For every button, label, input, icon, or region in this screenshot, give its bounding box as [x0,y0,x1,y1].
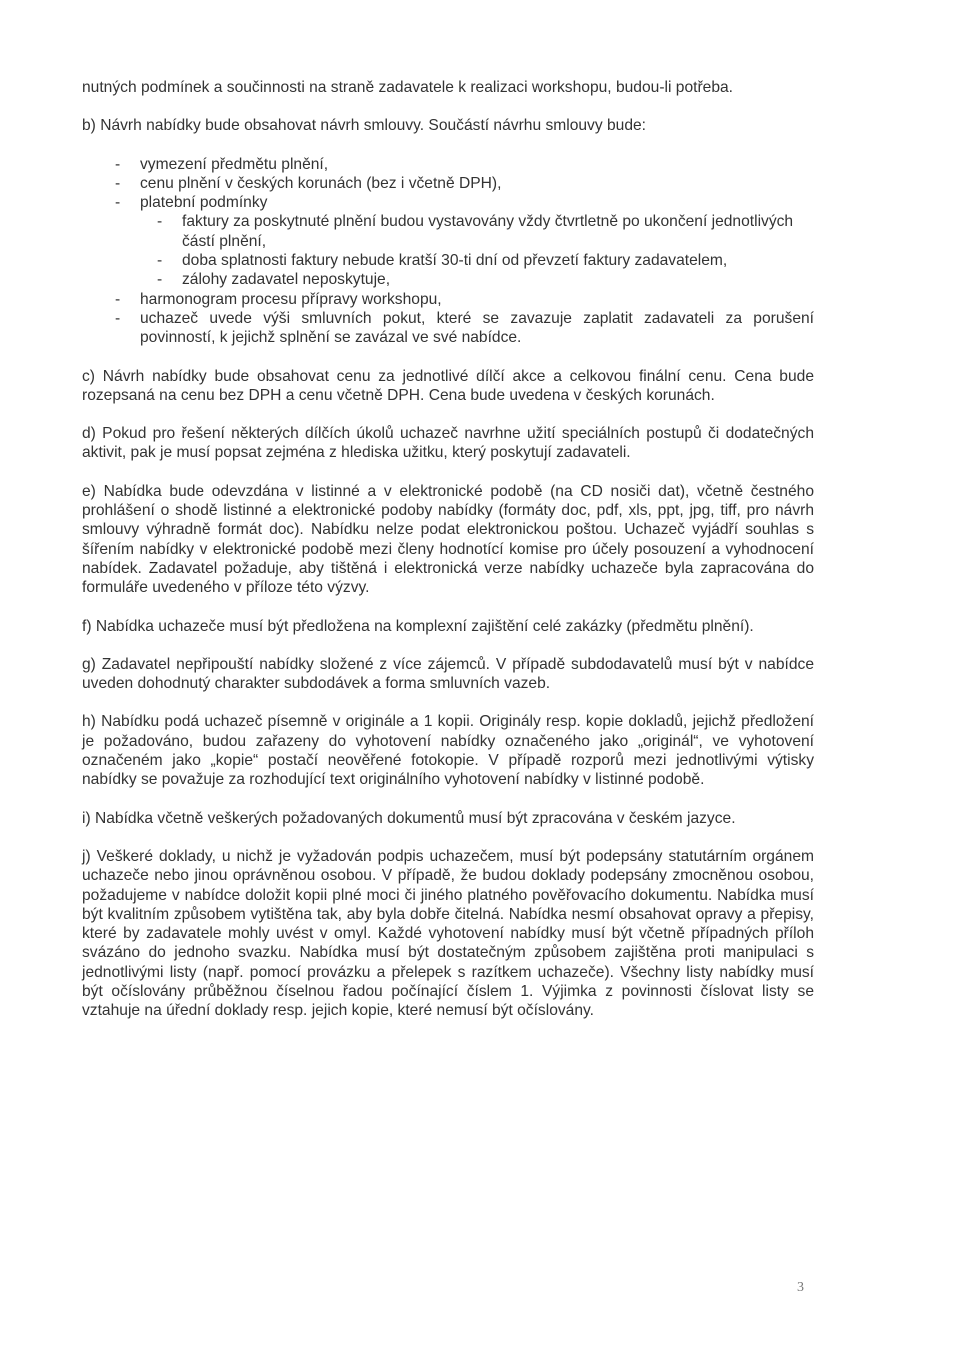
paragraph-j: j) Veškeré doklady, u nichž je vyžadován podpis uchazečem, musí být podepsány statutárním orgánem uchazeče nebo jinou oprávněnou osobou. V případě, že budou doklady podepsány zmocněnou osobou, požadujeme v nabídce doložit kopii plné moci či jiného platného pověřovacího dokumentu. Nabídka musí být kvalitním způsobem vytištěna tak, aby byla dobře čitelná. Nabídka nesmí obsahovat opravy a přepisy, které by zadavatele mohly uvést v omyl. Každé vyhotovení nabídky musí být včetně případných příloh svázáno do jednoho svazku. Nabídka musí být dostatečným způsobem zajištěna proti manipulaci s jednotlivými listy (např. pomocí provázku a přelepek s razítkem uchazeče). Všechny listy nabídky musí být očíslovány průběžnou číselnou řadou počínající číslem 1. Výjimka z povinnosti číslovat listy se vztahuje na úřední doklady resp. jejich kopie, které nemusí být očíslovány. [82,847,814,1020]
paragraph-c: c) Návrh nabídky bude obsahovat cenu za jednotlivé dílčí akce a celkovou finální cenu. Cena bude rozepsaná na cenu bez DPH a cenu včetně DPH. Cena bude uvedena v českých korunách. [82,367,814,404]
list-dash: - [157,271,163,289]
list-dash: - [115,309,121,327]
list-item-text: vymezení předmětu plnění, [140,155,329,173]
list-dash: - [115,174,121,192]
paragraph-h: h) Nabídku podá uchazeč písemně v originále a 1 kopii. Originály resp. kopie dokladů, jejichž předložení je požadováno, budou zařazeny do vyhotovení nabídky označeného jako „originál“, ve vyhotovení označeném jako „kopie“ postačí neověřené fotokopie. V případě rozporů mezi jednotlivými výtisky nabídky se považuje za rozhodující text originálního vyhotovení nabídky v listinné podobě. [82,713,814,789]
paragraph-g: g) Zadavatel nepřipouští nabídky složené z více zájemců. V případě subdodavatelů musí být v nabídce uveden dohodnutý charakter subdodávek a forma smluvních vazeb. [82,655,814,693]
paragraph-d: d) Pokud pro řešení některých dílčích úkolů uchazeč navrhne užití speciálních postupů či dodatečných aktivit, pak je musí popsat zejména z hlediska užitku, který poskytují zadavateli. [82,425,814,462]
list-dash: - [115,155,121,173]
contract-contents-list [115,155,814,348]
sublist-item [157,251,814,270]
list-dash: - [157,252,163,270]
list-dash: - [115,290,121,308]
sublist-item [157,212,814,251]
list-dash: - [157,213,163,231]
list-item [115,193,814,289]
continuation-paragraph: nutných podmínek a součinnosti na straně zadavatele k realizaci workshopu, budou-li potřeba. [82,79,733,96]
list-item-text: harmonogram procesu přípravy workshopu, [140,290,442,308]
list-item [115,174,814,193]
paragraph-f: f) Nabídka uchazeče musí být předložena na komplexní zajištění celé zakázky (předmětu plnění). [82,617,754,635]
payment-terms-sublist [157,212,814,289]
list-item [115,155,814,174]
list-item [115,309,814,348]
sublist-item-text: zálohy zadavatel neposkytuje, [182,271,391,289]
document-body [82,78,814,1040]
list-item-text: platební podmínky [140,194,268,212]
page-number: 3 [797,1280,804,1295]
list-item-text: uchazeč uvede výši smluvních pokut, které se zavazuje zaplatit zadavateli za porušení povinností, k jejichž splnění se zavázal ve své nabídce. [140,309,814,347]
paragraph-e: e) Nabídka bude odevzdána v listinné a v elektronické podobě (na CD nosiči dat), včetně čestného prohlášení o shodě listinné a elektronické podoby nabídky (formáty doc, pdf, xls, ppt, jpg, tiff, pro návrh smlouvy výhradně formát doc). Nabídku nelze podat elektronickou poštou. Uchazeč vyjádří souhlas s šířením nabídky v elektronické podobě mezi členy hodnotící komise pro účely posouzení a vyhodnocení nabídek. Zadavatel požaduje, aby tištěná i elektronická verze nabídky uchazeče byla zapracována do formuláře uvedeného v příloze této výzvy. [82,482,814,597]
paragraph-i: i) Nabídka včetně veškerých požadovaných dokumentů musí být zpracována v českém jazyce. [82,809,736,827]
list-item-text: cenu plnění v českých korunách (bez i včetně DPH), [140,174,502,192]
sublist-item-text: faktury za poskytnuté plnění budou vystavovány vždy čtvrtletně po ukončení jednotlivých částí plnění, [182,213,794,250]
list-dash: - [115,194,121,212]
paragraph-b-intro: b) Návrh nabídky bude obsahovat návrh smlouvy. Součástí návrhu smlouvy bude: [82,117,646,135]
list-item [115,290,814,309]
sublist-item [157,270,814,289]
sublist-item-text: doba splatnosti faktury nebude kratší 30-ti dní od převzetí faktury zadavatelem, [182,252,728,270]
